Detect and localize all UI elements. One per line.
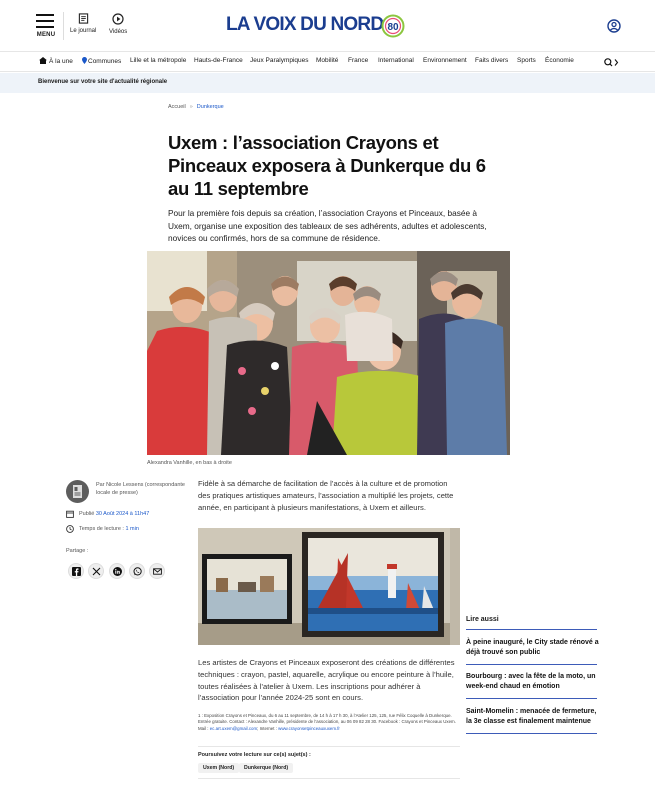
breadcrumb-current[interactable]: Dunkerque xyxy=(196,104,224,110)
read-also-divider xyxy=(466,664,597,665)
nav-item-jeux-paralympiques[interactable]: Jeux Paralympiques xyxy=(250,57,309,64)
related-topics-label: Poursuivez votre lecture sur ce(s) sujet(s) : xyxy=(198,752,311,758)
nav-item-hauts-de-france[interactable]: Hauts-de-France xyxy=(194,57,243,64)
calendar-icon xyxy=(66,510,74,518)
reading-label: Temps de lecture : xyxy=(79,526,124,532)
read-also-item[interactable]: À peine inauguré, le City stade rénové a déjà trouvé son public xyxy=(466,639,599,656)
topic-tag-dunkerque[interactable]: Dunkerque (Nord) xyxy=(239,763,293,773)
author-avatar xyxy=(66,480,89,503)
journal-label: Le journal xyxy=(70,28,97,34)
linkedin-icon xyxy=(113,567,122,576)
anniversary-badge-icon xyxy=(381,13,405,39)
read-also-divider xyxy=(466,629,597,630)
topic-tag-uxem[interactable]: Uxem (Nord) xyxy=(198,763,239,773)
home-icon xyxy=(39,57,47,64)
x-icon xyxy=(92,567,101,576)
nav-label: Communes xyxy=(88,58,122,65)
divider xyxy=(198,746,460,747)
nav-item-sports[interactable]: Sports xyxy=(517,57,536,64)
nav-item-a-la-une[interactable] xyxy=(39,57,73,65)
read-also-divider xyxy=(466,698,597,699)
main-nav xyxy=(0,53,655,72)
nav-item-international[interactable]: International xyxy=(378,57,414,64)
reading-time: 1 min xyxy=(125,526,139,532)
share-email-button[interactable] xyxy=(149,563,165,579)
read-also-item[interactable]: Bourbourg : avec la fête de la moto, un week-end chaud en émotion xyxy=(466,673,596,690)
videos-label: Vidéos xyxy=(109,29,128,35)
published-label: Publié xyxy=(79,511,95,517)
nav-label: À la une xyxy=(49,58,73,65)
menu-button[interactable] xyxy=(36,14,56,38)
nav-item-communes[interactable] xyxy=(82,57,121,65)
photo-caption: Alexandra Vanhille, en bas à droite xyxy=(147,460,232,466)
footnote-text: 1 : Exposition Crayons et Pinceaux, du 6 au 11 septembre, de 14 h à 17 h 30, à l’Atelier 125, 125, rue Félix Coquelle à Dunkerque. Entrée gratuite. Contact : Alexandre Vanhille, présidente de l’association, au 06 09 82 28 30. Facebook : Crayons et Pinceaux Uxem. Mail : xyxy=(198,713,456,731)
share-x-button[interactable] xyxy=(88,563,104,579)
site-logo[interactable]: LA VOIX DU NORD xyxy=(226,14,384,35)
menu-label: MENU xyxy=(36,32,56,38)
read-also-heading: Lire aussi xyxy=(466,616,499,623)
videos-button[interactable] xyxy=(109,13,127,35)
whatsapp-icon xyxy=(133,567,142,576)
newspaper-icon xyxy=(78,13,89,24)
nav-item-france[interactable]: France xyxy=(348,57,369,64)
location-pin-icon xyxy=(82,57,87,64)
facebook-icon xyxy=(72,567,81,576)
author-byline: Par Nicole Lessens (correspondante locale de presse) xyxy=(96,482,185,496)
email-icon xyxy=(153,567,162,576)
breadcrumb-separator: » xyxy=(189,104,193,110)
newspaper-logo-icon xyxy=(66,480,89,503)
nav-item-faits-divers[interactable]: Faits divers xyxy=(475,57,509,64)
group-photo-illustration xyxy=(147,251,510,455)
user-account-icon[interactable] xyxy=(607,19,621,33)
contact-email-link[interactable]: ec.art.uxem@gmail.com xyxy=(209,725,258,731)
article-title: Uxem : l’association Crayons et Pinceaux exposera à Dunkerque du 6 au 11 septembre xyxy=(168,132,486,199)
nav-item-mobilite[interactable]: Mobilité xyxy=(316,57,339,64)
article-main-photo xyxy=(147,251,510,455)
header-separator xyxy=(63,12,64,40)
read-also-item[interactable]: Saint-Momelin : menacée de fermeture, la 3e classe est finalement maintenue xyxy=(466,708,597,725)
article-lead: Pour la première fois depuis sa création, l’association Crayons et Pinceaux, basée à Uxem, organise une exposition des tableaux de ses adhérents, adultes et adolescents, novices ou confirmés, hors de sa commune de résidence. xyxy=(168,208,487,244)
play-icon xyxy=(112,13,124,25)
breadcrumb xyxy=(168,104,224,110)
footnote-internet-label: ; Internet : xyxy=(257,725,277,731)
share-whatsapp-button[interactable] xyxy=(129,563,145,579)
paintings-illustration xyxy=(198,528,460,645)
share-facebook-button[interactable] xyxy=(68,563,84,579)
nav-item-environnement[interactable]: Environnement xyxy=(423,57,467,64)
nav-item-economie[interactable]: Économie xyxy=(545,57,574,64)
share-linkedin-button[interactable] xyxy=(109,563,125,579)
article-paragraph-1: Fidèle à sa démarche de facilitation de l’accès à la culture et de promotion des pratiques artistiques amateurs, l’association a multiplié les projets, cette année, en participant à plusieurs manifestations, à Uxem et ailleurs. xyxy=(198,479,454,512)
event-footnote xyxy=(198,713,460,732)
article-paintings-photo xyxy=(198,528,460,645)
article-paragraph-2: Les artistes de Crayons et Pinceaux exposeront des créations de différentes techniques : crayon, pastel, aquarelle, acrylique ou encore peinture à l’huile, toutes réalisées à l’atelier à Uxem. Les inscriptions pour adhérer à l’association pour l’année 2024-25 sont en cours. xyxy=(198,658,455,703)
search-icon[interactable] xyxy=(604,58,620,67)
website-link[interactable]: www.crayonsetpinceauxuxem.fr xyxy=(278,725,340,731)
published-date: 30 Août 2024 à 11h47 xyxy=(95,511,150,517)
journal-button[interactable] xyxy=(70,13,96,34)
breadcrumb-home[interactable]: Accueil xyxy=(168,104,186,110)
clock-icon xyxy=(66,525,74,533)
hamburger-icon xyxy=(36,14,56,28)
welcome-banner xyxy=(0,73,655,93)
share-label: Partage : xyxy=(66,548,89,554)
site-header xyxy=(0,0,655,52)
divider xyxy=(198,778,460,779)
welcome-text: Bienvenue sur votre site d'actualité régionale xyxy=(38,79,168,85)
read-also-divider xyxy=(466,733,597,734)
nav-item-lille[interactable]: Lille et la métropole xyxy=(130,57,187,64)
badge-number: 80 xyxy=(387,22,399,33)
